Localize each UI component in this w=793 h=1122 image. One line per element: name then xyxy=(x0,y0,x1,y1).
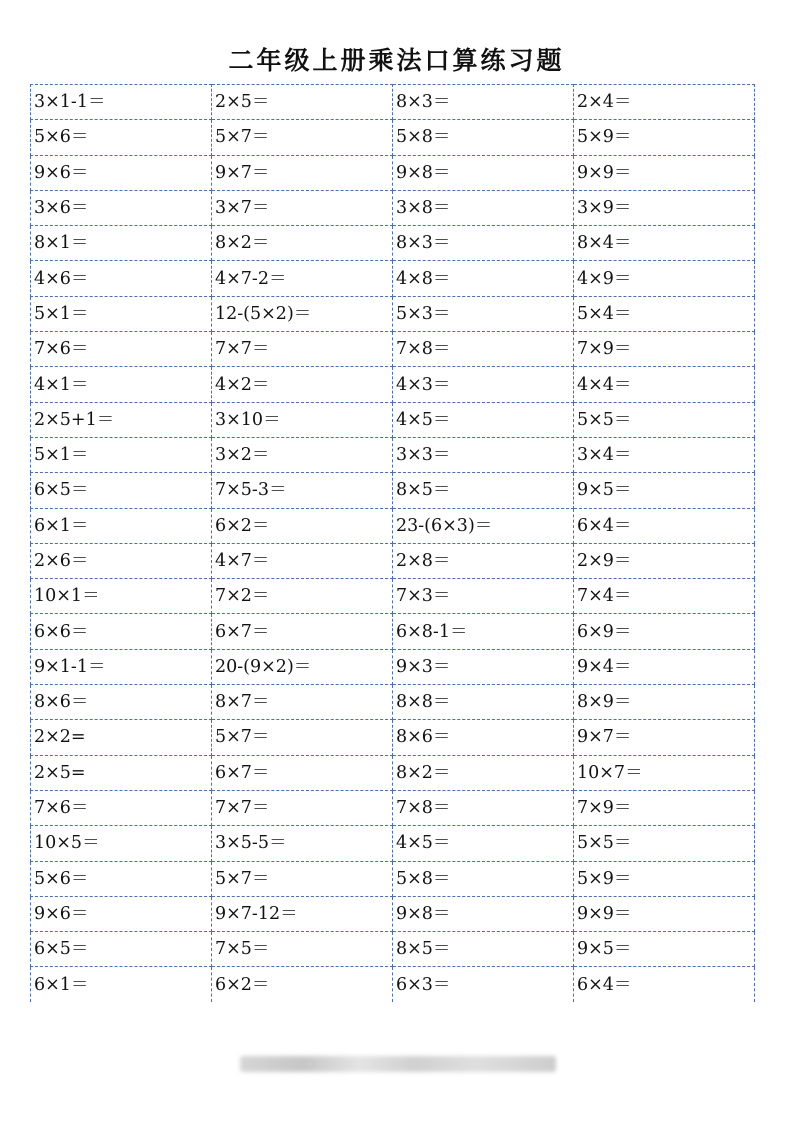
exercise-cell: 2×9＝ xyxy=(574,543,755,578)
exercise-cell: 4×3＝ xyxy=(393,367,574,402)
exercise-cell: 2×5+1＝ xyxy=(31,402,212,437)
exercise-row xyxy=(31,649,755,684)
exercise-cell: 5×6＝ xyxy=(31,861,212,896)
exercise-cell: 20-(9×2)＝ xyxy=(212,649,393,684)
exercise-cell: 9×1-1＝ xyxy=(31,649,212,684)
exercise-row xyxy=(31,120,755,155)
exercise-cell: 2×8＝ xyxy=(393,543,574,578)
exercise-cell: 9×7-12＝ xyxy=(212,896,393,931)
exercise-cell: 6×4＝ xyxy=(574,967,755,1002)
exercise-cell: 7×7＝ xyxy=(212,332,393,367)
exercise-cell: 6×5＝ xyxy=(31,473,212,508)
exercise-row xyxy=(31,896,755,931)
exercise-cell: 6×4＝ xyxy=(574,508,755,543)
exercise-row xyxy=(31,755,755,790)
exercise-cell: 9×5＝ xyxy=(574,473,755,508)
exercise-cell: 8×6＝ xyxy=(393,720,574,755)
exercise-cell: 4×1＝ xyxy=(31,367,212,402)
exercise-cell: 3×5-5＝ xyxy=(212,826,393,861)
exercise-cell: 9×4＝ xyxy=(574,649,755,684)
exercise-cell: 6×1＝ xyxy=(31,967,212,1002)
exercise-cell: 6×9＝ xyxy=(574,614,755,649)
exercise-row xyxy=(31,508,755,543)
exercise-row xyxy=(31,190,755,225)
exercise-cell: 8×9＝ xyxy=(574,685,755,720)
exercise-cell: 9×9＝ xyxy=(574,155,755,190)
exercise-row xyxy=(31,332,755,367)
blurred-footer-watermark xyxy=(240,1056,556,1072)
exercise-cell: 10×1＝ xyxy=(31,579,212,614)
exercise-cell: 3×10＝ xyxy=(212,402,393,437)
exercise-row xyxy=(31,579,755,614)
exercise-row xyxy=(31,155,755,190)
exercise-cell: 8×2＝ xyxy=(393,755,574,790)
exercise-cell: 4×7-2＝ xyxy=(212,261,393,296)
exercise-cell: 5×9＝ xyxy=(574,861,755,896)
exercise-cell: 8×6＝ xyxy=(31,685,212,720)
exercise-row xyxy=(31,543,755,578)
exercise-row xyxy=(31,685,755,720)
exercise-grid-body xyxy=(31,85,755,1003)
exercise-cell: 5×8＝ xyxy=(393,120,574,155)
exercise-cell: 6×2＝ xyxy=(212,508,393,543)
exercise-cell: 4×4＝ xyxy=(574,367,755,402)
exercise-cell: 3×6＝ xyxy=(31,190,212,225)
exercise-cell: 8×3＝ xyxy=(393,226,574,261)
exercise-cell: 8×3＝ xyxy=(393,85,574,120)
exercise-cell: 23-(6×3)＝ xyxy=(393,508,574,543)
exercise-cell: 7×3＝ xyxy=(393,579,574,614)
exercise-cell: 8×7＝ xyxy=(212,685,393,720)
exercise-cell: 5×7＝ xyxy=(212,120,393,155)
exercise-cell: 9×5＝ xyxy=(574,932,755,967)
exercise-cell: 8×8＝ xyxy=(393,685,574,720)
exercise-row xyxy=(31,437,755,472)
exercise-row xyxy=(31,720,755,755)
exercise-cell: 3×7＝ xyxy=(212,190,393,225)
exercise-cell: 12-(5×2)＝ xyxy=(212,296,393,331)
exercise-cell: 3×2＝ xyxy=(212,437,393,472)
exercise-cell: 5×1＝ xyxy=(31,437,212,472)
exercise-cell: 4×7＝ xyxy=(212,543,393,578)
exercise-cell: 9×3＝ xyxy=(393,649,574,684)
exercise-row xyxy=(31,473,755,508)
exercise-cell: 7×4＝ xyxy=(574,579,755,614)
exercise-cell: 7×9＝ xyxy=(574,790,755,825)
exercise-cell: 5×8＝ xyxy=(393,861,574,896)
exercise-cell: 8×5＝ xyxy=(393,932,574,967)
exercise-cell: 7×7＝ xyxy=(212,790,393,825)
exercise-cell: 6×6＝ xyxy=(31,614,212,649)
exercise-cell: 10×5＝ xyxy=(31,826,212,861)
exercise-cell: 3×3＝ xyxy=(393,437,574,472)
exercise-cell: 7×8＝ xyxy=(393,790,574,825)
exercise-row xyxy=(31,790,755,825)
exercise-cell: 5×7＝ xyxy=(212,861,393,896)
exercise-cell: 7×6＝ xyxy=(31,790,212,825)
exercise-cell: 5×1＝ xyxy=(31,296,212,331)
exercise-cell: 6×7＝ xyxy=(212,614,393,649)
exercise-row xyxy=(31,826,755,861)
exercise-cell: 3×8＝ xyxy=(393,190,574,225)
exercise-row xyxy=(31,967,755,1002)
exercise-cell: 7×2＝ xyxy=(212,579,393,614)
exercise-cell: 8×1＝ xyxy=(31,226,212,261)
exercise-row xyxy=(31,367,755,402)
exercise-cell: 6×1＝ xyxy=(31,508,212,543)
exercise-cell: 9×6＝ xyxy=(31,155,212,190)
exercise-cell: 4×5＝ xyxy=(393,826,574,861)
exercise-cell: 9×6＝ xyxy=(31,896,212,931)
exercise-cell: 9×7＝ xyxy=(574,720,755,755)
exercise-cell: 5×9＝ xyxy=(574,120,755,155)
exercise-cell: 5×3＝ xyxy=(393,296,574,331)
exercise-cell: 8×5＝ xyxy=(393,473,574,508)
exercise-cell: 7×9＝ xyxy=(574,332,755,367)
exercise-cell: 9×7＝ xyxy=(212,155,393,190)
exercise-cell: 6×8-1＝ xyxy=(393,614,574,649)
exercise-cell: 5×5＝ xyxy=(574,402,755,437)
exercise-cell: 4×2＝ xyxy=(212,367,393,402)
exercise-cell: 4×8＝ xyxy=(393,261,574,296)
exercise-cell: 3×9＝ xyxy=(574,190,755,225)
exercise-cell: 4×9＝ xyxy=(574,261,755,296)
exercise-cell: 2×4＝ xyxy=(574,85,755,120)
exercise-cell: 6×3＝ xyxy=(393,967,574,1002)
exercise-row xyxy=(31,932,755,967)
exercise-cell: 5×6＝ xyxy=(31,120,212,155)
exercise-cell: 9×8＝ xyxy=(393,155,574,190)
exercise-row xyxy=(31,861,755,896)
exercise-row xyxy=(31,402,755,437)
exercise-cell: 7×8＝ xyxy=(393,332,574,367)
page-title: 二年级上册乘法口算练习题 xyxy=(228,46,565,75)
exercise-row xyxy=(31,85,755,120)
exercise-cell: 4×6＝ xyxy=(31,261,212,296)
exercise-cell: 4×5＝ xyxy=(393,402,574,437)
exercise-cell: 3×1-1＝ xyxy=(31,85,212,120)
exercise-cell: 2×2= xyxy=(31,720,212,755)
exercise-cell: 6×5＝ xyxy=(31,932,212,967)
exercise-cell: 10×7＝ xyxy=(574,755,755,790)
exercise-grid xyxy=(30,84,755,1002)
exercise-cell: 5×5＝ xyxy=(574,826,755,861)
exercise-cell: 3×4＝ xyxy=(574,437,755,472)
exercise-cell: 7×6＝ xyxy=(31,332,212,367)
exercise-row xyxy=(31,261,755,296)
exercise-row xyxy=(31,614,755,649)
exercise-cell: 8×4＝ xyxy=(574,226,755,261)
exercise-cell: 9×8＝ xyxy=(393,896,574,931)
exercise-cell: 2×5＝ xyxy=(212,85,393,120)
exercise-cell: 7×5-3＝ xyxy=(212,473,393,508)
exercise-row xyxy=(31,226,755,261)
exercise-cell: 7×5＝ xyxy=(212,932,393,967)
exercise-cell: 8×2＝ xyxy=(212,226,393,261)
exercise-cell: 9×9＝ xyxy=(574,896,755,931)
exercise-cell: 2×6＝ xyxy=(31,543,212,578)
exercise-row xyxy=(31,296,755,331)
exercise-cell: 5×7＝ xyxy=(212,720,393,755)
exercise-cell: 6×2＝ xyxy=(212,967,393,1002)
exercise-cell: 5×4＝ xyxy=(574,296,755,331)
exercise-cell: 6×7＝ xyxy=(212,755,393,790)
exercise-cell: 2×5= xyxy=(31,755,212,790)
